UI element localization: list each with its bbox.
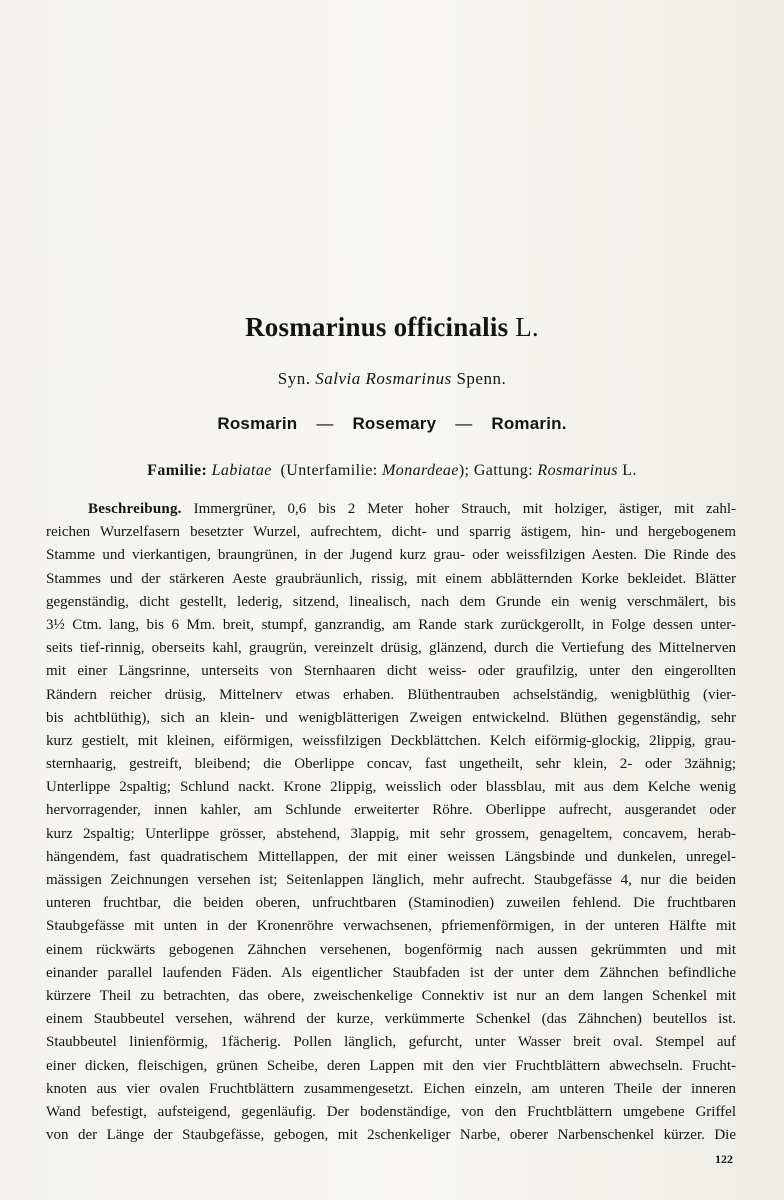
name-separator: — [316, 414, 334, 433]
common-name-german: Rosmarin [217, 414, 298, 433]
species-author: L. [515, 312, 539, 342]
genus-name: Rosmarinus [537, 462, 618, 479]
common-names [0, 414, 784, 434]
text-line: einander parallel laufenden Fäden. Als eigentlicher Staubfaden ist der unter dem Zähnchen befindliche [46, 964, 736, 981]
description-heading: Beschreibung. [88, 501, 182, 517]
text-line: Stamme und vierkantigen, braungrünen, in der Jugend kurz grau- oder weissfilzigen Aesten. Die Rinde des [46, 547, 736, 564]
text-line: einem rückwärts gebogenen Zähnchen versehenen, bogenförmig nach aussen gekrümmten und mit [46, 941, 736, 958]
text-line: kürzere Theil zu betrachten, das obere, zweischenkelige Connektiv ist nur an dem langen Schenkel mit [46, 987, 736, 1004]
common-name-french: Romarin. [491, 414, 567, 433]
text-line: 3½ Ctm. lang, bis 6 Mm. breit, stumpf, ganzrandig, am Rande stark zurückgerollt, in Folge dessen unter- [46, 616, 736, 633]
text-line: Rändern reicher drüsig, Mittelnerv etwas erhaben. Blüthentrauben achselständig, wenigblüthig (vier- [46, 686, 736, 703]
name-separator: — [455, 414, 473, 433]
text-line: einem Staubbeutel versehen, während der kurze, verkümmerte Schenkel (das Zähnchen) beutellos ist. [46, 1011, 736, 1028]
text-line: bis achtblüthig), sich an klein- und wenigblätterigen Zweigen entwickelnd. Blüthen gegenständig, sehr [46, 709, 736, 726]
text-line: kurz 2spaltig; Unterlippe grösser, abstehend, 3lappig, mit sehr grossem, genageltem, concavem, herab- [46, 825, 736, 842]
text-line: reichen Wurzelfasern besetzter Wurzel, aufrechtem, dicht- und sparrig ästigem, hin- und hergebogenem [46, 524, 736, 541]
genus-author: L. [622, 462, 637, 479]
subfamily-close: ); [458, 462, 470, 479]
text-line: knoten aus vier ovalen Fruchtblättern zusammengesetzt. Eichen einzeln, am unteren Theile der inneren [46, 1080, 736, 1097]
text-line: hängendem, fast quadratischem Mittellappen, der mit einer weissen Längsbinde und dunkelen, unregel- [46, 848, 736, 865]
page-number: 122 [715, 1152, 733, 1166]
text-line [46, 498, 736, 521]
text-line: von der Länge der Staubgefässe, gebogen, mit 2schenkeliger Narbe, oberer Narbenschenkel kürzer. Die [46, 1127, 736, 1144]
common-name-english: Rosemary [352, 414, 437, 433]
synonym-author: Spenn. [456, 369, 507, 388]
text-line: sternhaarig, gestreift, bleibend; die Oberlippe concav, fast ungetheilt, sehr klein, 2- oder 3zähnig; [46, 756, 736, 773]
subfamily-label: (Unterfamilie: [280, 462, 378, 479]
synonym-prefix: Syn. [277, 369, 311, 388]
text-line: seits tief-rinnig, oberseits kahl, graugrün, vereinzelt drüsig, glänzend, durch die Vertiefung des Mittelnerven [46, 640, 736, 657]
family-name: Labiatae [211, 462, 272, 479]
text-line: einer dicken, fleischigen, grünen Scheibe, deren Lappen mit den vier Fruchtblättern abwechseln. Frucht- [46, 1057, 736, 1074]
text-line: Stammes und der stärkeren Aeste graubräunlich, rissig, mit einem abblätternden Korke bekleidet. Blätter [46, 570, 736, 587]
text-line: kurz gestielt, mit kleinen, eiförmigen, weissfilzigen Deckblättchen. Kelch eiförmig-glockig, 2lippig, grau- [46, 732, 736, 749]
text-line: unteren fruchtbar, die beiden oberen, unfruchtbaren (Staminodien) zuweilen fehlend. Die fruchtbaren [46, 895, 736, 912]
page-title [0, 312, 784, 343]
family-label: Familie: [147, 462, 208, 479]
text-line: mässigen Zeichnungen versehen ist; Seitenlappen länglich, mehr aufrecht. Staubgefässe 4, nur die beiden [46, 872, 736, 888]
text-line: hervorragender, innen kahler, am Schlunde erweiterter Röhre. Oberlippe aufrecht, ausgerandet oder [46, 802, 736, 819]
text-line: Staubgefässe mit unten in der Kronenröhre verwachsenen, pfriemenförmigen, in der unteren Hälfte mit [46, 918, 736, 935]
genus-label: Gattung: [473, 462, 534, 479]
text-line: Staubbeutel linienförmig, 1fächerig. Pollen länglich, gefurcht, unter Wasser breit oval. Stempel auf [46, 1034, 736, 1051]
text-line: Wand befestigt, aufsteigend, gegenläufig. Der bodenständige, von den Fruchtblättern umgebene Griffel [46, 1103, 736, 1120]
text-line: Unterlippe 2spaltig; Schlund nackt. Krone 2lippig, weisslich oder blassblau, mit aus dem Kelche wenig [46, 779, 736, 796]
text-line: gegenständig, dicht gestellt, lederig, sitzend, linealisch, nach dem Grunde ein wenig verschmälert, bis [46, 593, 736, 610]
description-paragraph [46, 498, 736, 1147]
text-line: mit einer Längsrinne, unterseits von Sternhaaren dicht weiss- oder graufilzig, unter den eingerollten [46, 663, 736, 680]
synonym-line [0, 369, 784, 389]
taxonomy-line [0, 462, 784, 480]
species-name: Rosmarinus officinalis [245, 312, 509, 342]
line-text: Immergrüner, 0,6 bis 2 Meter hoher Strauch, mit holziger, ästiger, mit zahl- [193, 501, 737, 517]
subfamily-name: Monardeae [382, 462, 459, 479]
synonym-name: Salvia Rosmarinus [315, 369, 452, 388]
